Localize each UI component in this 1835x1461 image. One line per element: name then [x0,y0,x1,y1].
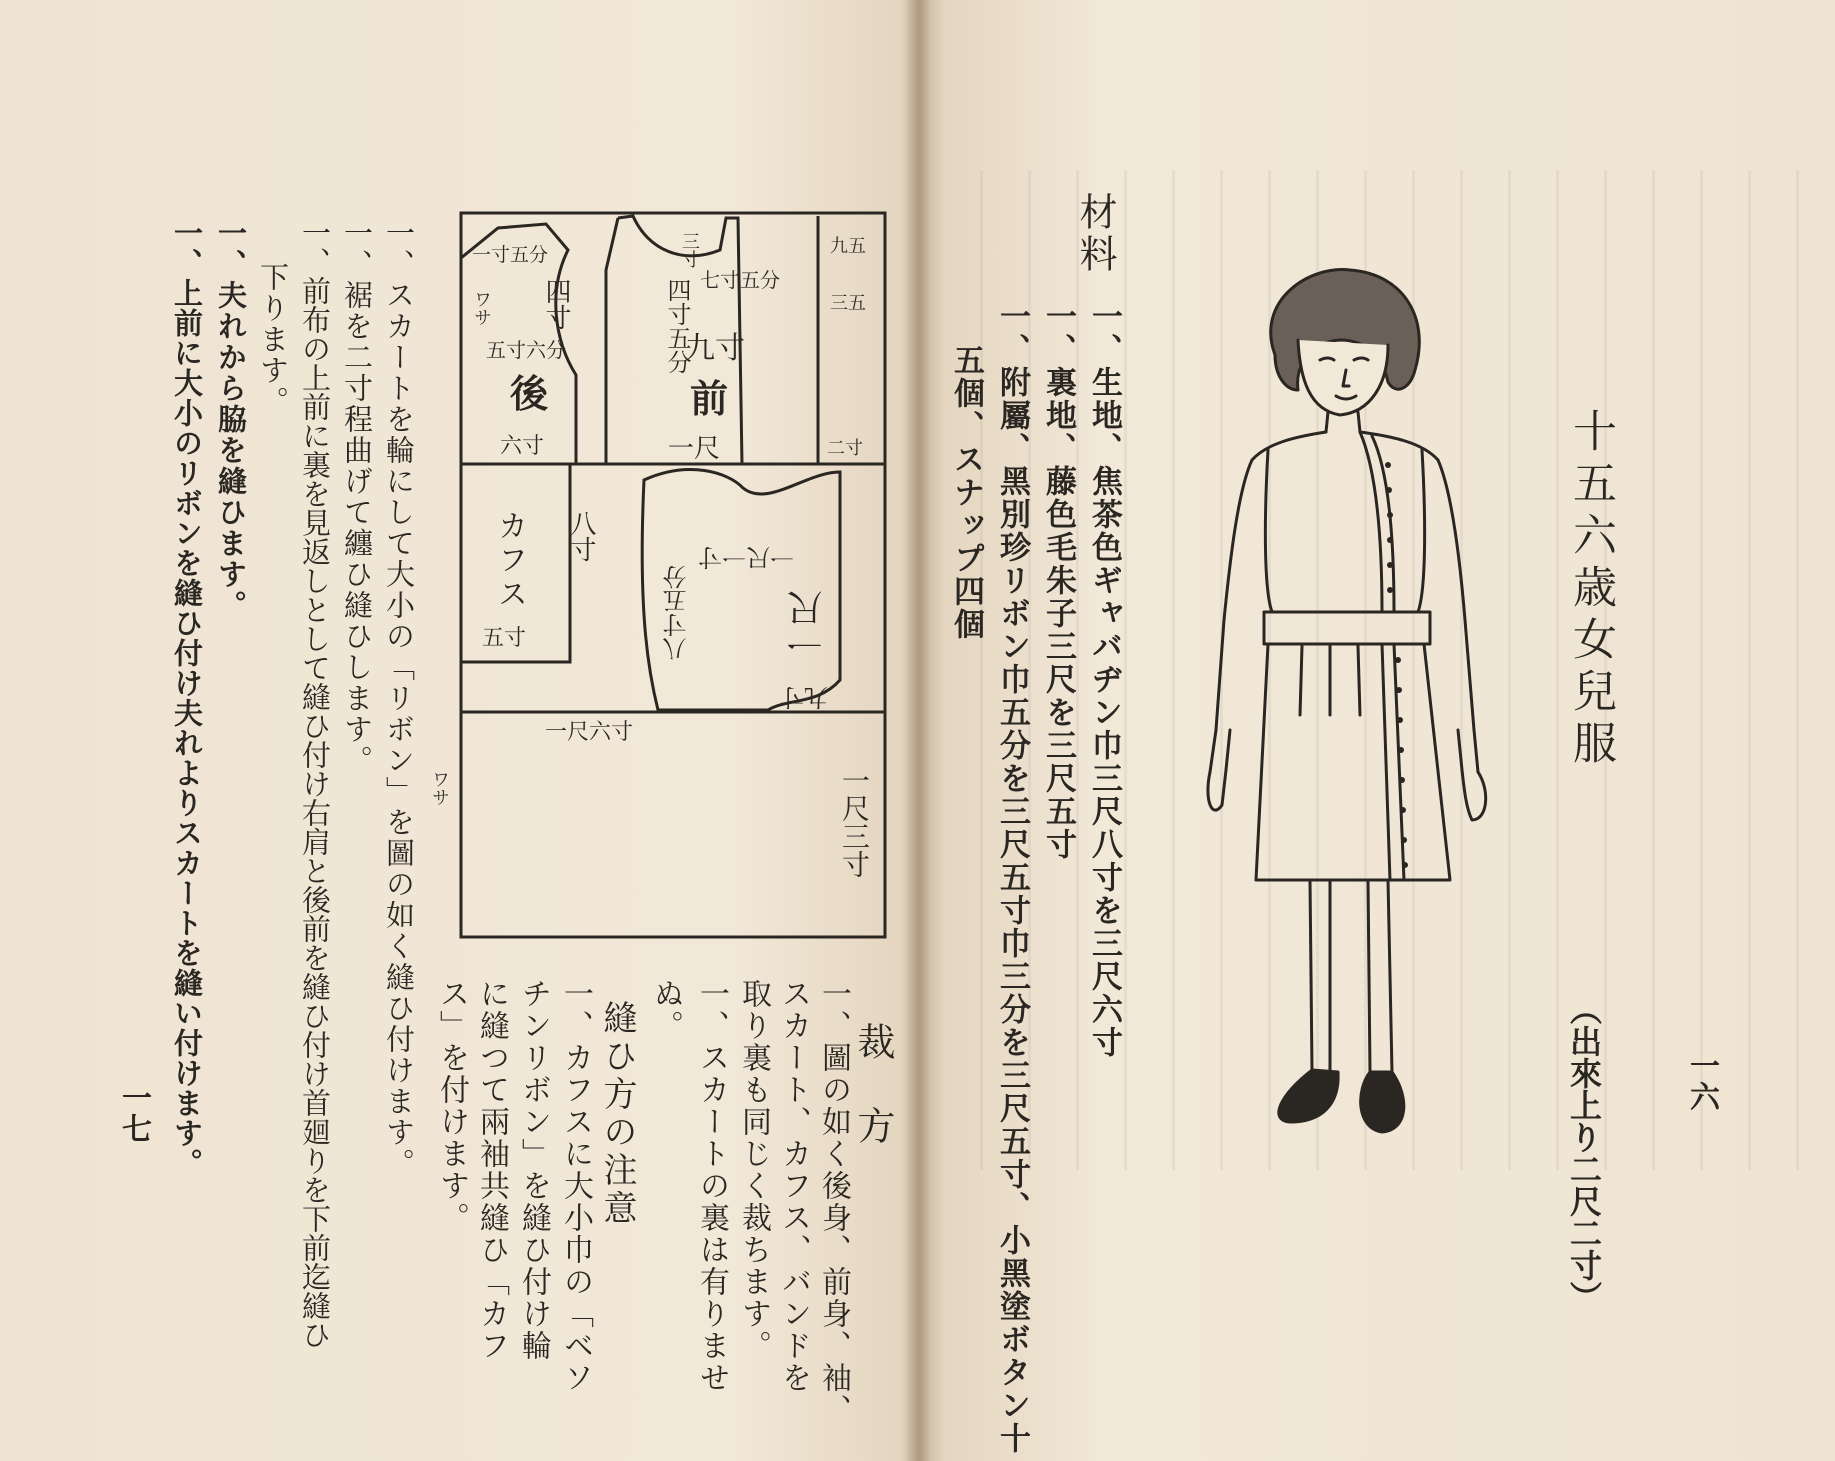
label-sleeve-95: 九五 [830,236,866,257]
cutting-heading: 裁 方 [851,1022,895,1148]
sewing-line-3: 一、前布の上前に裏を見返しとして縫ひ付け右肩と後前を縫ひ付け首廻りを下前迄縫ひ [298,218,332,1349]
cutting-line-5: ぬ。 [648,978,683,1042]
cutting-line-2: スカート、カフス、バンドを [776,978,811,1394]
cutting-line-4: 一、スカートの裏は有りませ [694,978,729,1394]
label-back-top: 一寸五分 [472,244,549,266]
label-sleeve-1shaku: 一尺 [787,590,828,662]
label-cuffs: カフス [492,510,527,612]
label-sleeve-35: 三五 [830,293,866,314]
notes-line-1: 一、カフスに大小巾の「ベソ [558,978,593,1394]
notes-line-2: チンリボン」を縫ひ付け輪 [516,978,551,1362]
label-back-4sun: 四寸 [541,278,571,330]
label-front-3sun: 三寸 [679,232,700,268]
label-skirt-width: 一尺六寸 [545,720,634,745]
label-front: 前 [690,376,729,421]
sewing-line-1: 一、スカートを輪にして大小の「リボン」を圖の如く縫ひ付けます。 [382,218,416,1179]
sewing-line-4: 下ります。 [256,262,290,417]
label-wasa-bottom: ワサ [429,770,450,806]
label-back: 後 [510,371,549,416]
label-front-2sun: 二寸 [827,438,863,459]
label-skirt-length: 一尺三寸 [838,766,871,878]
notes-heading: 縫ひ方の注意 [597,1000,637,1228]
cutting-line-1: 一、圖の如く後身、前身、袖、 [816,978,851,1426]
label-front-4sun5: 四寸五分 [663,278,691,374]
label-back-5sun6: 五寸六分 [486,338,566,362]
label-sleeve-8sun5: 八寸五分 [663,565,691,661]
sewing-line-5: 一、夫れから脇を縫ひます。 [214,218,248,621]
materials-line-4: 五個、スナップ四個 [948,344,984,641]
label-sleeve-1shaku1sun: 一尺一寸 [698,543,794,571]
materials-line-1: 一、生地、焦茶色ギャバヂン巾三尺八寸を三尺六寸 [1086,300,1122,1059]
materials-heading: 材料 [1073,192,1117,276]
label-front-7sun5: 七寸五分 [700,268,780,292]
sewing-line-2: 一、裾を二寸程曲げて纏ひ縫ひします。 [340,218,374,776]
garment-title: 十五六歳女兒服 [1565,408,1616,772]
label-sleeve-9sun: 九寸 [780,683,828,711]
cutting-line-3: 取り裏も同じく裁ちます。 [736,978,771,1362]
book-gutter [905,0,931,1461]
materials-line-2: 一、裏地、藤色毛朱子三尺を三尺五寸 [1040,300,1076,861]
notes-line-4: ス」を付けます。 [434,978,469,1234]
label-back-6sun: 六寸 [500,434,545,459]
finished-size: （出來上り二尺二寸） [1565,993,1603,1313]
label-cuffs-5sun: 五寸 [482,626,527,651]
sewing-line-6: 一、上前に大小のリボンを縫ひ付け夫れよりスカートを縫い付けます。 [170,218,204,1178]
label-front-1shaku: 一尺 [668,434,721,464]
notes-line-3: に縫つて兩袖共縫ひ「カフ [474,978,509,1362]
label-cuffs-8sun: 八寸 [566,510,596,562]
page-number-right: 一六 [1684,1050,1719,1112]
page-number-left: 一七 [116,1082,151,1144]
girl-illustration [1160,260,1520,1180]
label-wasa-top: ワサ [471,290,492,326]
label-front-9sun: 九寸 [685,331,745,366]
materials-line-3: 一、附屬、黑別珍リボン巾五分を三尺五寸巾三分を三尺五寸、小黑塗ボタン十 [994,300,1030,1455]
